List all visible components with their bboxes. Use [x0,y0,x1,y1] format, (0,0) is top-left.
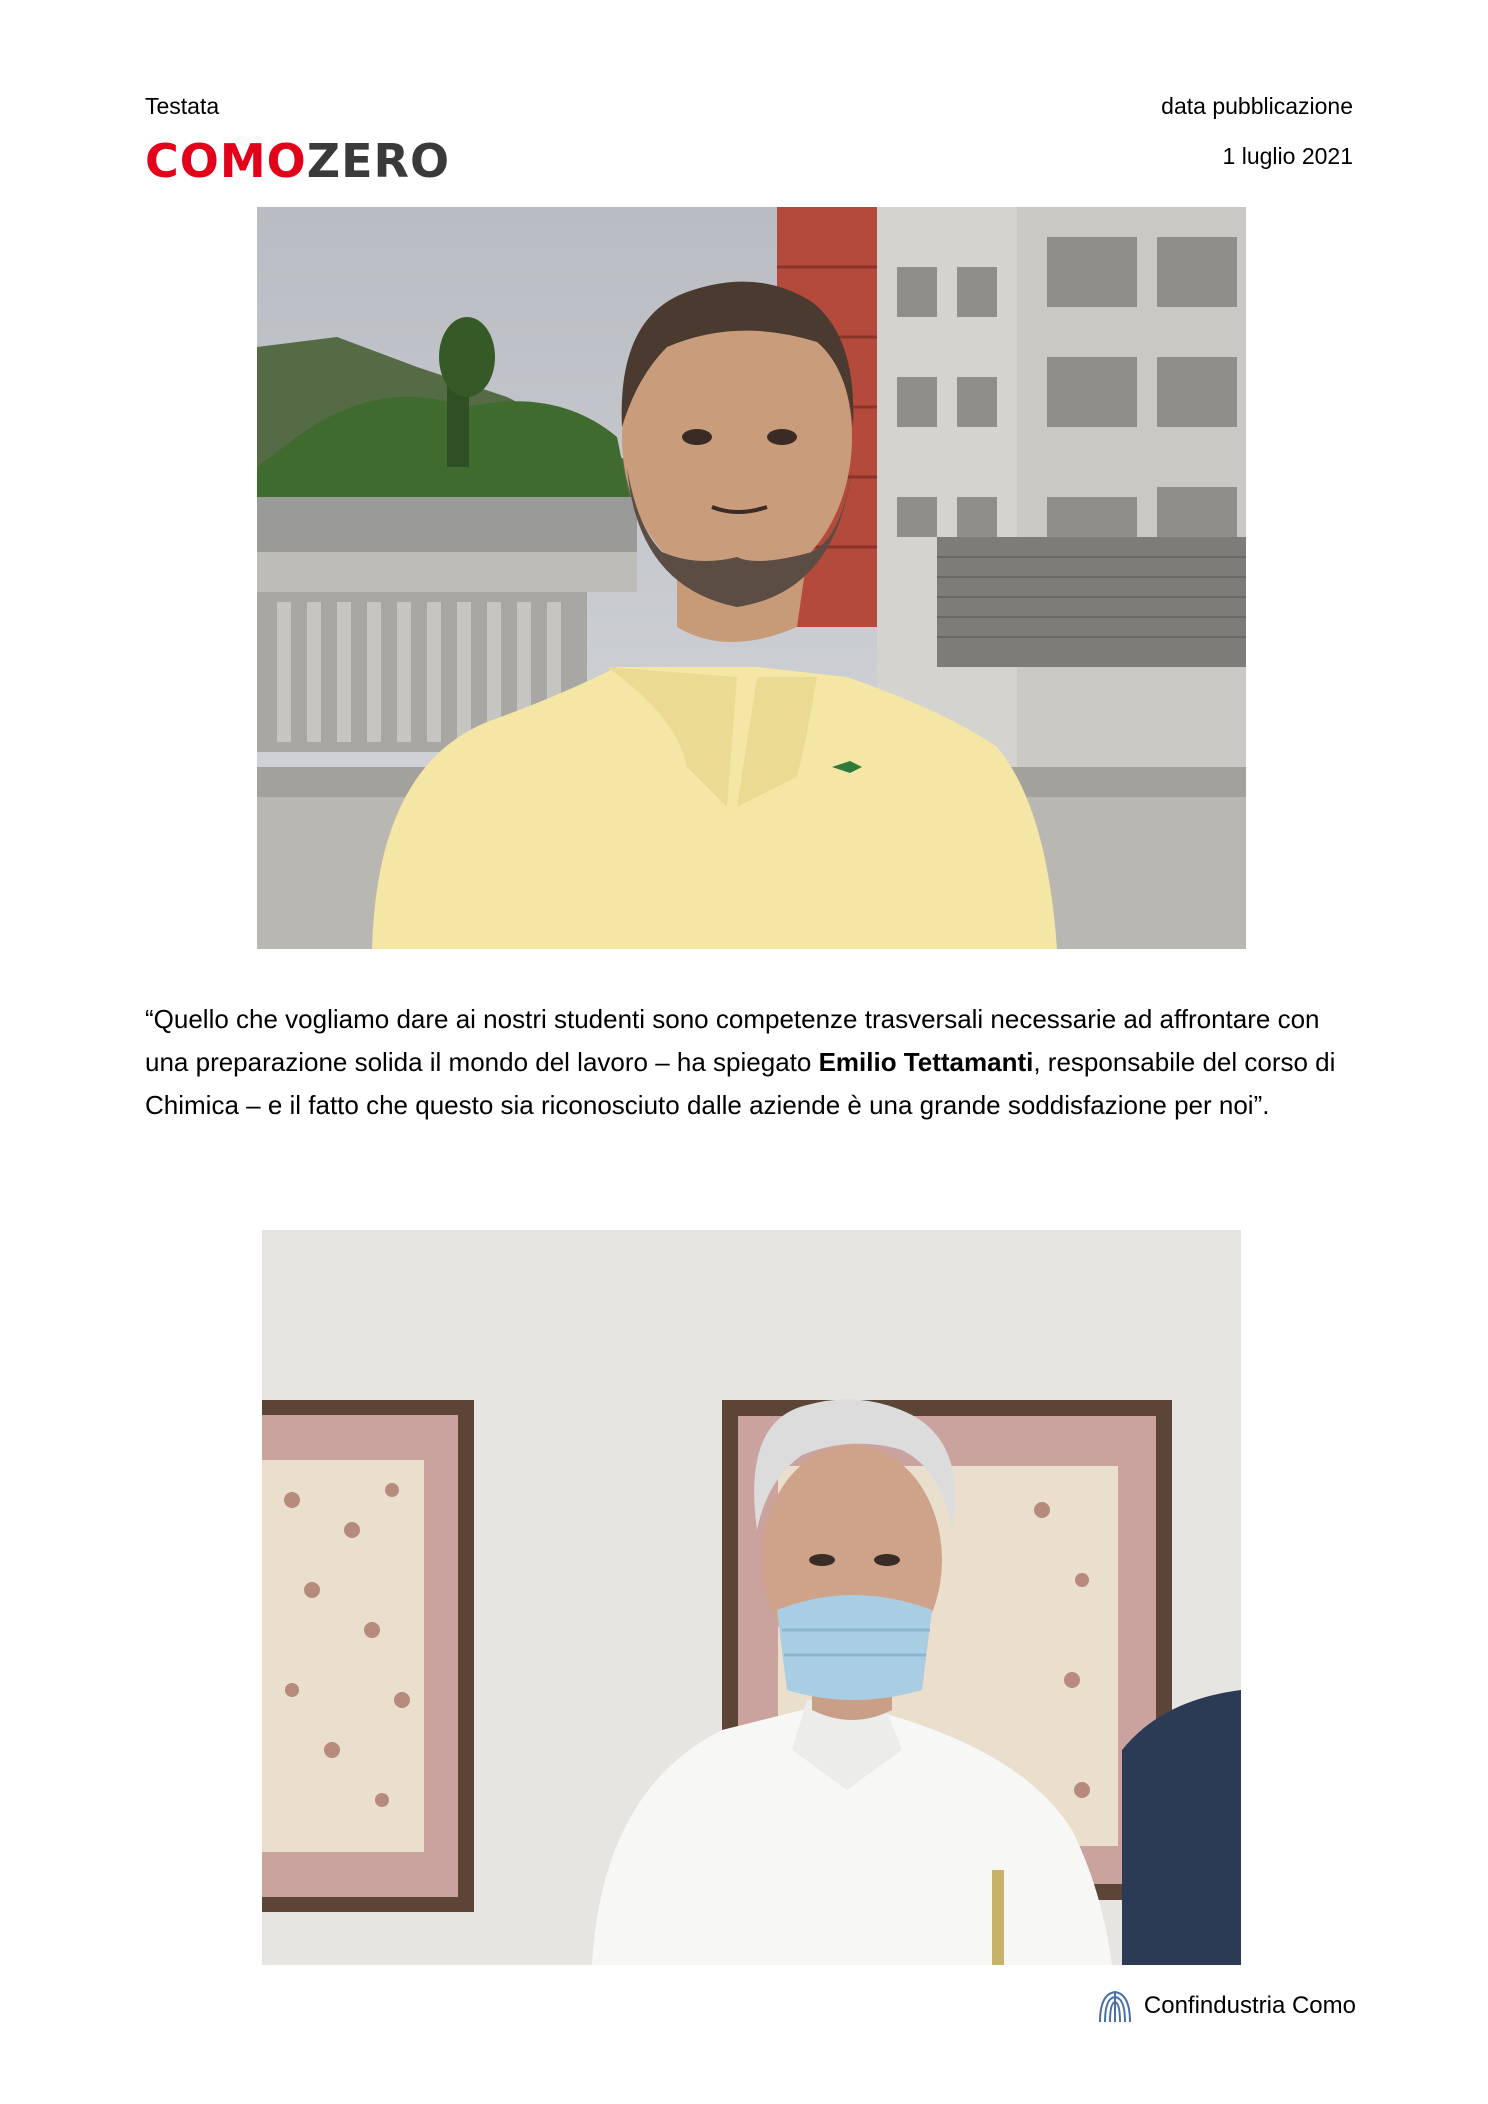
quote-text-start: “Quello che vogliamo dare ai nostri studenti sono competenze trasversali necessarie ad affrontare con una preparazione solida il mondo del lavoro – ha spiegato [145,1004,1320,1077]
header-left [145,92,450,186]
logo-part-zero: ZERO [306,134,451,188]
publication-date-label: data pubblicazione [1161,93,1353,119]
person-name: Emilio Tettamanti [818,1047,1034,1077]
photo-man-yellow-polo [257,207,1246,949]
header-right [1161,92,1353,170]
photo-man-white-shirt-mask-image [262,1230,1241,1965]
testata-label: Testata [145,93,220,119]
publication-date: 1 luglio 2021 [1222,143,1353,169]
photo-man-yellow-polo-image [257,207,1246,949]
comozero-logo [145,136,450,186]
confindustria-como-text: Confindustria Como [1143,1992,1356,2019]
footer-brand [1098,1988,1356,2024]
confindustria-logo-icon [1098,1988,1132,2024]
photo-man-white-shirt-mask [262,1230,1241,1965]
quote-text-end: , responsabile del corso di Chimica – e il fatto che questo sia riconosciuto dalle aziende è una grande soddisfazione per noi”. [145,1047,1336,1120]
logo-part-como: COMO [145,134,307,188]
article-paragraph [145,998,1345,1127]
